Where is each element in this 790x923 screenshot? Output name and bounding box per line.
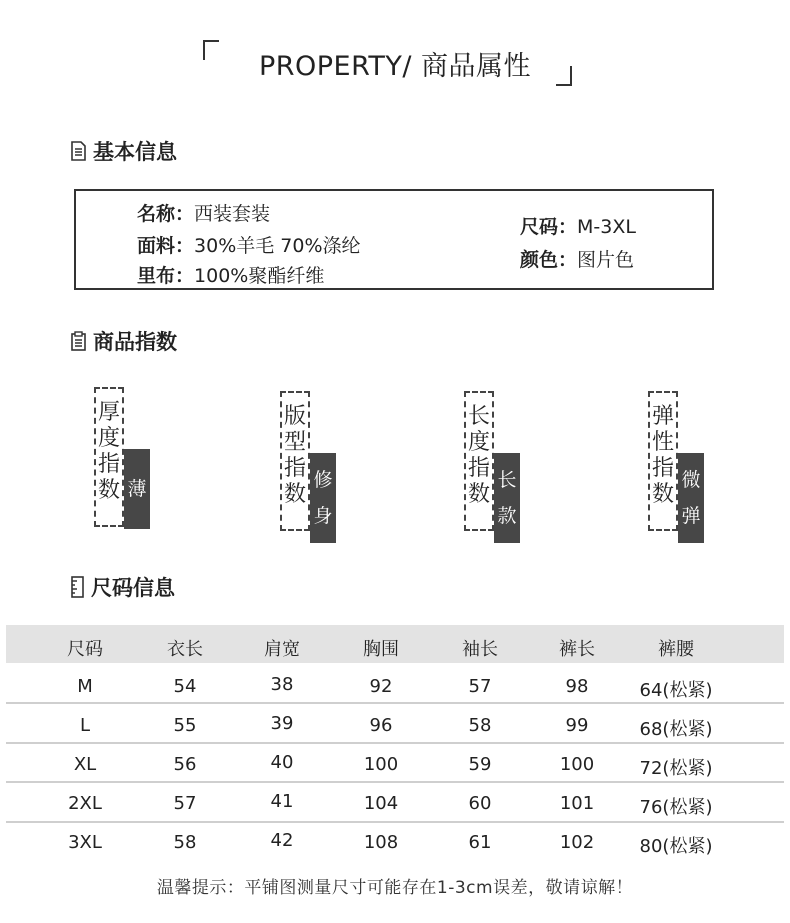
info-lining [137,261,324,288]
column-header-chest: 胸围 [363,639,399,660]
table-cell: 55 [173,715,197,736]
table-cell: XL [73,754,97,775]
table-cell: L [79,715,91,736]
table-cell: 57 [468,676,492,697]
table-cell: 96 [369,715,393,736]
column-header-waist: 裤腰 [658,639,694,660]
column-header-shoulder: 肩宽 [264,639,300,660]
table-cell: 101 [559,793,595,814]
table-cell: 100 [559,754,595,775]
column-header-pants-length: 裤长 [559,639,595,660]
table-cell: 99 [565,715,589,736]
fit-index-label: 版 型 指 数 [283,404,306,507]
table-cell: M [77,676,93,697]
length-index-value: 长 款 [494,453,520,543]
section-heading-size-info [70,572,175,602]
table-cell: 104 [363,793,399,814]
info-size [520,212,636,239]
document-icon [70,141,87,161]
info-name-label: 名称： [137,203,195,225]
table-cell: 2XL [68,793,102,814]
table-cell: 58 [468,715,492,736]
info-name [137,199,270,226]
table-cell: 100 [363,754,399,775]
info-fabric [137,231,361,258]
table-cell: 108 [363,832,399,853]
table-cell: 76(松紧) [639,797,713,818]
section-heading-text: 基本信息 [93,140,177,164]
info-name-value: 西装套装 [194,203,271,225]
fit-index-value: 修 身 [310,453,336,543]
thickness-index-label: 厚 度 指 数 [97,400,120,503]
table-divider [6,821,784,823]
elasticity-index-value: 微 弹 [678,453,704,543]
info-lining-value: 100%聚酯纤维 [194,265,325,287]
info-size-value: M-3XL [577,216,636,238]
table-divider [6,702,784,704]
info-color [520,245,634,272]
thickness-index-value: 薄 [124,449,150,529]
ruler-icon [70,576,85,598]
section-heading-product-index [70,326,177,356]
table-cell: 58 [173,832,197,853]
column-header-sleeve: 袖长 [462,639,498,660]
table-cell: 54 [173,676,197,697]
info-fabric-value: 30%羊毛 70%涤纶 [194,235,361,257]
table-cell: 56 [173,754,197,775]
table-cell: 40 [270,752,294,773]
info-color-label: 颜色： [520,249,578,271]
table-cell: 98 [565,676,589,697]
column-header-size: 尺码 [67,639,103,660]
page-title: PROPERTY/ 商品属性 [258,51,532,82]
length-index-label: 长 度 指 数 [467,404,490,507]
table-cell: 42 [270,830,294,851]
table-cell: 60 [468,793,492,814]
table-cell: 72(松紧) [639,758,713,779]
table-cell: 59 [468,754,492,775]
table-divider [6,742,784,744]
table-cell: 3XL [68,832,102,853]
info-size-label: 尺码： [520,216,578,238]
measurement-tip: 温馨提示：平铺图测量尺寸可能存在1-3cm误差，敬请谅解！ [156,878,634,898]
column-header-top-length: 衣长 [167,639,203,660]
section-heading-basic-info [70,136,177,166]
header-corner-bottom-right [556,66,572,86]
info-color-value: 图片色 [577,249,635,271]
table-cell: 41 [270,791,294,812]
clipboard-icon [70,331,87,351]
table-divider [6,781,784,783]
table-cell: 39 [270,713,294,734]
info-fabric-label: 面料： [137,235,195,257]
table-cell: 102 [559,832,595,853]
section-heading-text: 商品指数 [93,330,177,354]
table-cell: 61 [468,832,492,853]
table-cell: 64(松紧) [639,680,713,701]
table-cell: 68(松紧) [639,719,713,740]
section-heading-text: 尺码信息 [91,576,175,600]
info-lining-label: 里布： [137,265,195,287]
elasticity-index-label: 弹 性 指 数 [651,404,674,507]
table-cell: 80(松紧) [639,836,713,857]
table-cell: 92 [369,676,393,697]
table-cell: 57 [173,793,197,814]
table-cell: 38 [270,674,294,695]
